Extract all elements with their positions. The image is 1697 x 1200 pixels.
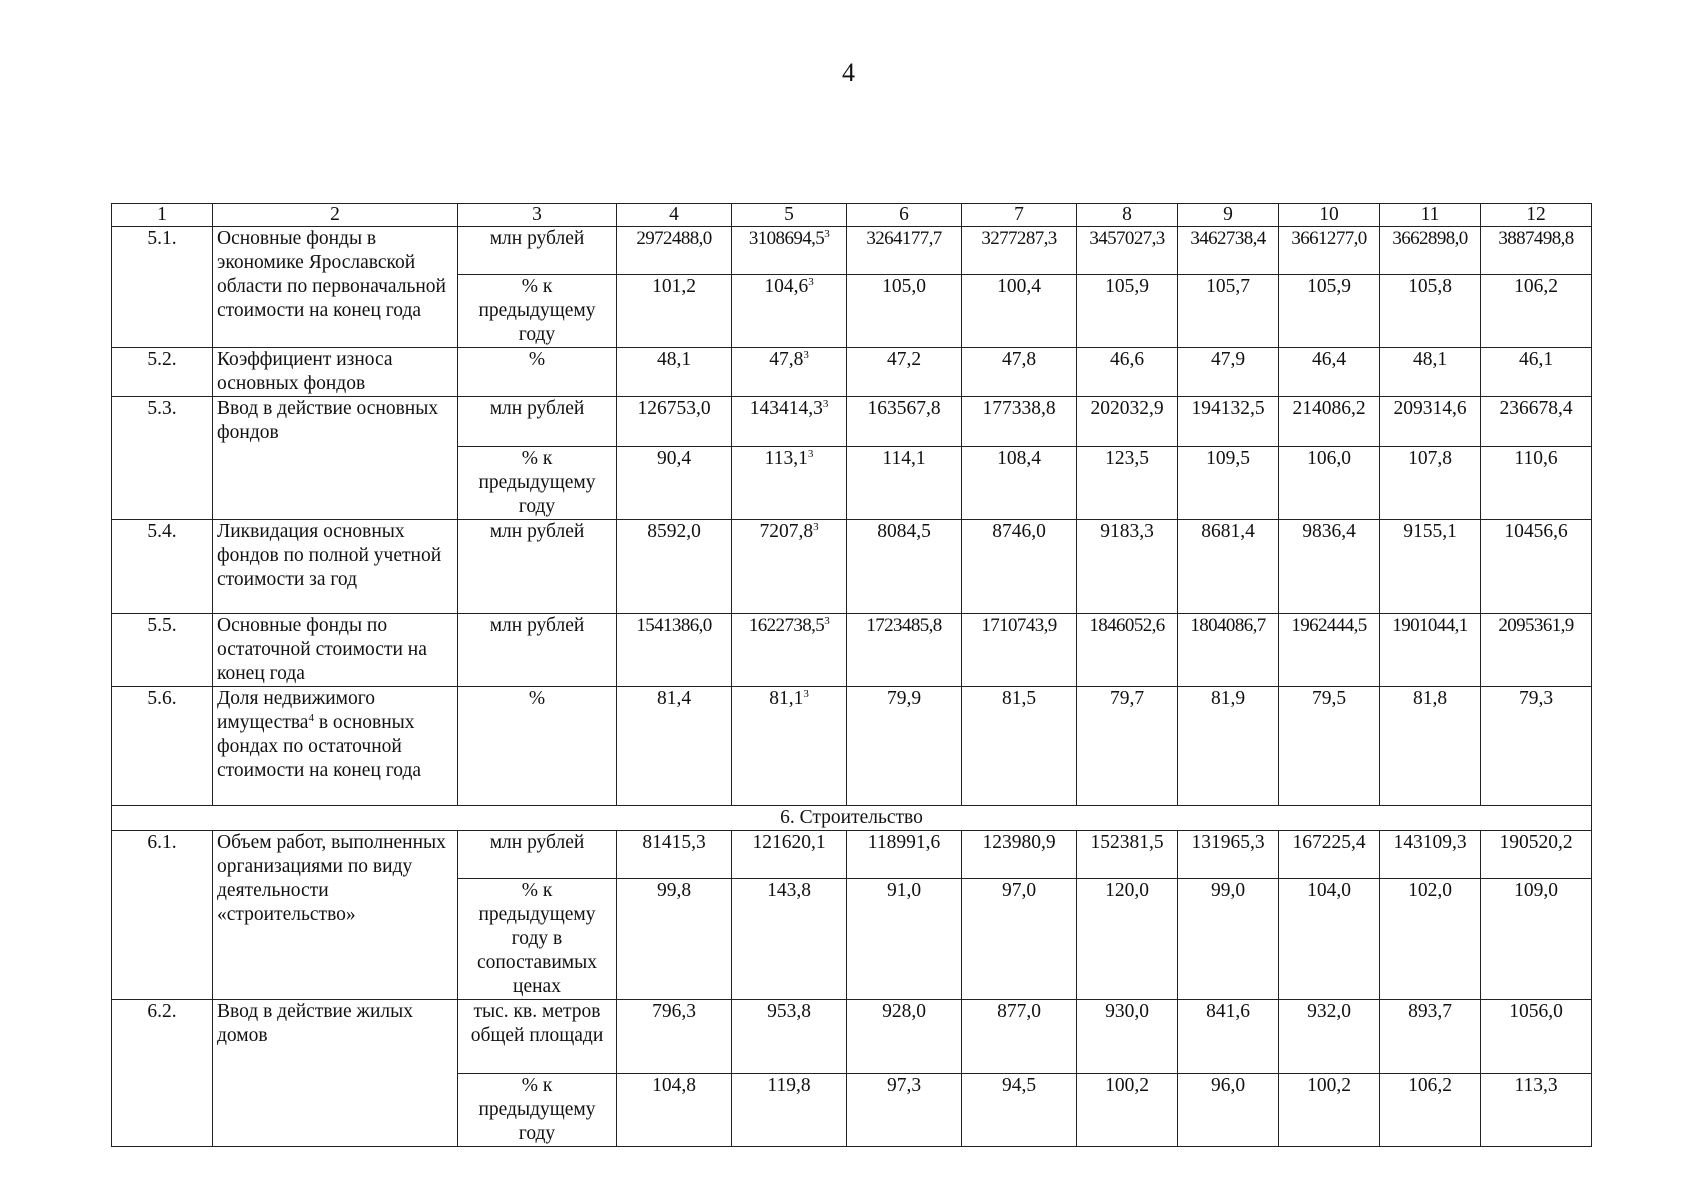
value-cell: 131965,3 [1178,831,1279,879]
value-cell: 104,0 [1279,879,1380,1000]
value-cell: 81,9 [1178,687,1279,806]
row-name: Объем работ, выполненных организациями по виду деятельности «строительство» [213,831,458,1000]
row-code: 5.6. [112,687,213,806]
page-number: 4 [842,58,855,87]
value-cell: 79,5 [1279,687,1380,806]
value-cell: 107,8 [1380,447,1481,520]
value-cell: 105,8 [1380,275,1481,348]
value-cell: 841,6 [1178,1000,1279,1074]
value-cell: 1846052,6 [1077,614,1178,687]
value-cell: 9183,3 [1077,520,1178,614]
table-row [112,520,1592,614]
column-number: 7 [962,204,1077,227]
row-name: Основные фонды в экономике Ярославской области по первоначальной стоимости на конец года [213,227,458,348]
value-cell: 109,5 [1178,447,1279,520]
value-cell: 47,8$^3$ [732,348,847,397]
value-cell: 46,1 [1481,348,1592,397]
value-cell: 9155,1 [1380,520,1481,614]
value-cell: 99,8 [617,879,732,1000]
value-cell: 113,3 [1481,1074,1592,1147]
value-cell: 81415,3 [617,831,732,879]
value-cell: 81,4 [617,687,732,806]
value-cell: 1056,0 [1481,1000,1592,1074]
value-cell: 1804086,7 [1178,614,1279,687]
column-number: 1 [112,204,213,227]
value-cell: 105,9 [1279,275,1380,348]
value-cell: 8084,5 [847,520,962,614]
value-cell: 90,4 [617,447,732,520]
value-cell: 81,5 [962,687,1077,806]
row-name: Доля недвижимого имущества$^4$ в основных фондах по остаточной стоимости на конец года [213,687,458,806]
unit-cell: % к предыдущему году в сопоставимых ценах [458,879,617,1000]
value-cell: 893,7 [1380,1000,1481,1074]
column-number: 4 [617,204,732,227]
value-cell: 10456,6 [1481,520,1592,614]
header-row [112,204,1592,227]
value-cell: 47,2 [847,348,962,397]
value-cell: 106,0 [1279,447,1380,520]
value-cell: 114,1 [847,447,962,520]
value-cell: 79,9 [847,687,962,806]
row-name: Коэффициент износа основных фондов [213,348,458,397]
column-number: 12 [1481,204,1592,227]
column-number: 9 [1178,204,1279,227]
value-cell: 106,2 [1481,275,1592,348]
value-cell: 1901044,1 [1380,614,1481,687]
row-name: Ввод в действие основных фондов [213,397,458,520]
value-cell: 8681,4 [1178,520,1279,614]
column-number: 8 [1077,204,1178,227]
value-cell: 97,3 [847,1074,962,1147]
value-cell: 81,1$^3$ [732,687,847,806]
value-cell: 209314,6 [1380,397,1481,447]
value-cell: 79,3 [1481,687,1592,806]
value-cell: 177338,8 [962,397,1077,447]
value-cell: 3108694,5$^3$ [732,227,847,275]
row-code: 5.2. [112,348,213,397]
value-cell: 119,8 [732,1074,847,1147]
unit-cell: млн рублей [458,397,617,447]
value-cell: 214086,2 [1279,397,1380,447]
value-cell: 100,2 [1279,1074,1380,1147]
statistics-table [111,203,1592,1147]
value-cell: 1710743,9 [962,614,1077,687]
value-cell: 2972488,0 [617,227,732,275]
value-cell: 930,0 [1077,1000,1178,1074]
value-cell: 99,0 [1178,879,1279,1000]
value-cell: 3661277,0 [1279,227,1380,275]
value-cell: 190520,2 [1481,831,1592,879]
table-row [112,1000,1592,1074]
value-cell: 1723485,8 [847,614,962,687]
unit-cell: млн рублей [458,520,617,614]
value-cell: 3457027,3 [1077,227,1178,275]
row-name: Основные фонды по остаточной стоимости на конец года [213,614,458,687]
value-cell: 796,3 [617,1000,732,1074]
column-number: 3 [458,204,617,227]
unit-cell: % [458,348,617,397]
table-row [112,227,1592,275]
row-code: 6.2. [112,1000,213,1147]
value-cell: 877,0 [962,1000,1077,1074]
value-cell: 106,2 [1380,1074,1481,1147]
value-cell: 1541386,0 [617,614,732,687]
value-cell: 81,8 [1380,687,1481,806]
table-row [112,397,1592,447]
value-cell: 47,8 [962,348,1077,397]
unit-cell: % [458,687,617,806]
value-cell: 928,0 [847,1000,962,1074]
row-name: Ликвидация основных фондов по полной учетной стоимости за год [213,520,458,614]
value-cell: 102,0 [1380,879,1481,1000]
unit-cell: млн рублей [458,614,617,687]
value-cell: 953,8 [732,1000,847,1074]
value-cell: 3462738,4 [1178,227,1279,275]
value-cell: 113,1$^3$ [732,447,847,520]
section-title: 6. Строительство [112,806,1592,831]
value-cell: 47,9 [1178,348,1279,397]
row-code: 5.3. [112,397,213,520]
column-number: 10 [1279,204,1380,227]
unit-cell: % к предыдущему году [458,275,617,348]
value-cell: 104,6$^3$ [732,275,847,348]
row-name: Ввод в действие жилых домов [213,1000,458,1147]
value-cell: 105,9 [1077,275,1178,348]
row-code: 5.5. [112,614,213,687]
row-code: 6.1. [112,831,213,1000]
value-cell: 152381,5 [1077,831,1178,879]
value-cell: 48,1 [1380,348,1481,397]
value-cell: 143,8 [732,879,847,1000]
value-cell: 108,4 [962,447,1077,520]
value-cell: 202032,9 [1077,397,1178,447]
value-cell: 3887498,8 [1481,227,1592,275]
column-number: 5 [732,204,847,227]
value-cell: 94,5 [962,1074,1077,1147]
value-cell: 104,8 [617,1074,732,1147]
unit-cell: % к предыдущему году [458,1074,617,1147]
value-cell: 8746,0 [962,520,1077,614]
value-cell: 2095361,9 [1481,614,1592,687]
value-cell: 46,4 [1279,348,1380,397]
value-cell: 1962444,5 [1279,614,1380,687]
value-cell: 118991,6 [847,831,962,879]
value-cell: 3662898,0 [1380,227,1481,275]
table-row [112,831,1592,879]
value-cell: 97,0 [962,879,1077,1000]
value-cell: 7207,8$^3$ [732,520,847,614]
value-cell: 96,0 [1178,1074,1279,1147]
table-row [112,614,1592,687]
column-number: 11 [1380,204,1481,227]
value-cell: 105,7 [1178,275,1279,348]
value-cell: 3264177,7 [847,227,962,275]
value-cell: 167225,4 [1279,831,1380,879]
value-cell: 932,0 [1279,1000,1380,1074]
value-cell: 46,6 [1077,348,1178,397]
column-number: 2 [213,204,458,227]
value-cell: 1622738,5$^3$ [732,614,847,687]
table-row [112,687,1592,806]
value-cell: 79,7 [1077,687,1178,806]
value-cell: 48,1 [617,348,732,397]
value-cell: 105,0 [847,275,962,348]
value-cell: 100,4 [962,275,1077,348]
value-cell: 143414,3$^3$ [732,397,847,447]
unit-cell: % к предыдущему году [458,447,617,520]
value-cell: 101,2 [617,275,732,348]
value-cell: 3277287,3 [962,227,1077,275]
value-cell: 121620,1 [732,831,847,879]
value-cell: 110,6 [1481,447,1592,520]
unit-cell: млн рублей [458,227,617,275]
value-cell: 120,0 [1077,879,1178,1000]
value-cell: 91,0 [847,879,962,1000]
value-cell: 100,2 [1077,1074,1178,1147]
value-cell: 123980,9 [962,831,1077,879]
value-cell: 9836,4 [1279,520,1380,614]
value-cell: 163567,8 [847,397,962,447]
value-cell: 8592,0 [617,520,732,614]
value-cell: 126753,0 [617,397,732,447]
value-cell: 236678,4 [1481,397,1592,447]
unit-cell: млн рублей [458,831,617,879]
table-row [112,348,1592,397]
value-cell: 194132,5 [1178,397,1279,447]
section-row [112,806,1592,831]
value-cell: 123,5 [1077,447,1178,520]
column-number: 6 [847,204,962,227]
row-code: 5.1. [112,227,213,348]
value-cell: 143109,3 [1380,831,1481,879]
unit-cell: тыс. кв. метров общей площади [458,1000,617,1074]
row-code: 5.4. [112,520,213,614]
value-cell: 109,0 [1481,879,1592,1000]
